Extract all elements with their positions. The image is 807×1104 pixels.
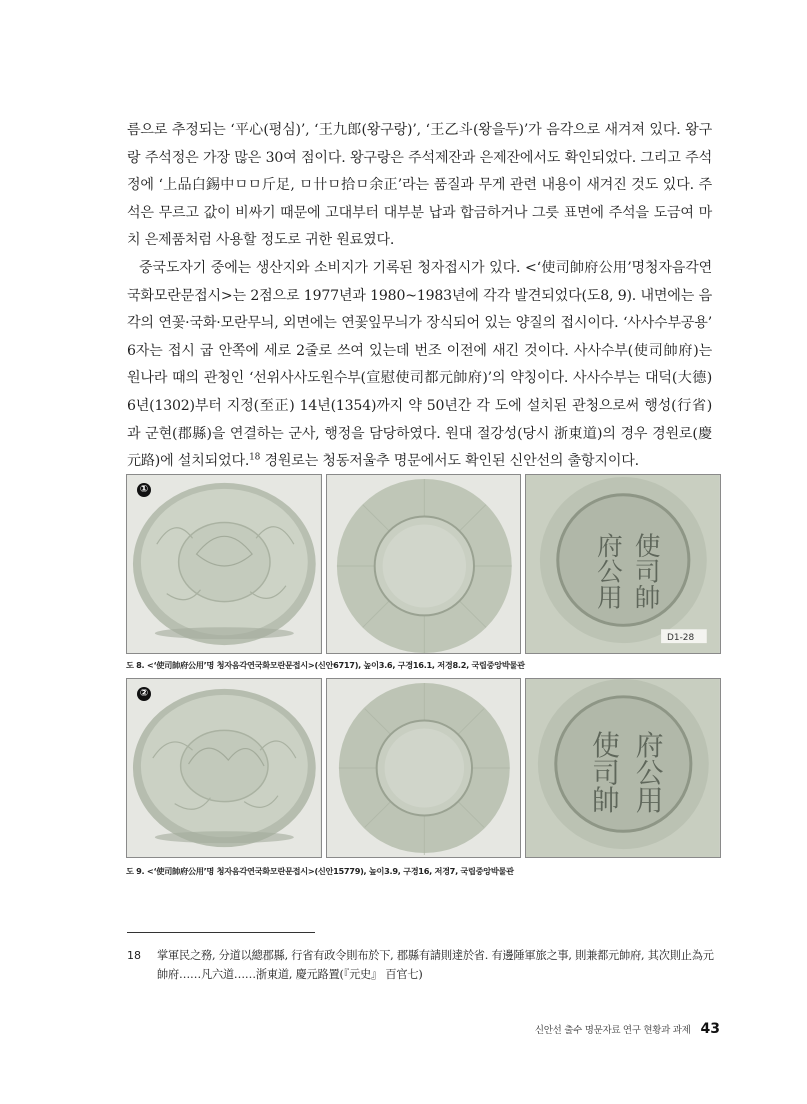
plate-interior-drawing xyxy=(127,679,321,857)
running-footer xyxy=(535,1018,720,1037)
plate-foot-drawing xyxy=(526,475,720,653)
figure-number-badge: ① xyxy=(137,483,151,497)
paragraph-text: 중국도자기 중에는 생산지와 소비지가 기록된 청자접시가 있다. <‘使司帥府公用’명청자음각연국화모란문접시>는 2점으로 1977년과 1980~1983년에 각각 발견되었다(도8, 9). 내면에는 음각의 연꽃·국화·모란무늬, 외면에는 연꽃잎무늬가 장식되어 있는 양질의 접시이다. ‘사사수부공용’ 6자는 접시 굽 안쪽에 세로 2줄로 쓰여 있는데 번조 이전에 새긴 것이다. 사사수부(使司帥府)는 원나라 때의 관청인 ‘선위사사도원수부(宣慰使司都元帥府)’의 약칭이다. 사사수부는 대덕(大德) 6년(1302)부터 지정(至正) 14년(1354)까지 약 50년간 각 도에 설치된 관청으로써 행성(行省)과 군현(郡縣)을 연결하는 군사, 행정을 담당하였다. 원대 절강성(당시 浙東道)의 경우 경원로(慶元路)에 설치되었다. xyxy=(127,259,712,470)
plate-foot-drawing xyxy=(526,679,720,857)
plate-exterior-drawing xyxy=(327,679,521,857)
inscription-right: 使司帥 xyxy=(630,532,661,610)
plate-interior-drawing xyxy=(127,475,321,653)
paragraph xyxy=(127,255,712,476)
figure-caption: 도 9. <‘使司帥府公用’명 청자음각연국화모란문접시>(신안15779), 높이3.9, 구경16, 저경7, 국립중앙박물관 xyxy=(126,866,514,876)
plate-interior-photo xyxy=(126,678,322,858)
inscription-right: 府公用 xyxy=(630,730,665,814)
plate-exterior-photo xyxy=(326,678,522,858)
running-title: 신안선 출수 명문자료 연구 현황과 과제 xyxy=(534,1025,691,1036)
footnote-number: 18 xyxy=(127,949,141,962)
paragraph-text-tail: 경원로는 청동저울추 명문에서도 확인된 신안선의 출항지이다. xyxy=(260,453,639,470)
body-text xyxy=(127,117,712,476)
paragraph: 름으로 추정되는 ‘平心(평심)’, ‘王九郎(왕구랑)’, ‘王乙斗(왕을두)’가 음각으로 새겨져 있다. 왕구랑 주석정은 가장 많은 30여 점이다. 왕구랑은 주석제잔과 은제잔에서도 확인되었다. 그리고 주석정에 ‘上品白錫中ㅁㅁ斤足, ㅁ卄ㅁ拾ㅁ余正’라는 품질과 무게 관련 내용이 새겨진 것도 있다. 주석은 무르고 값이 비싸기 때문에 고대부터 대부분 납과 합금하거나 그릇 표면에 주석을 도금여 마치 은제품처럼 사용할 정도로 귀한 원료였다. xyxy=(127,122,712,249)
figure-9-photos xyxy=(126,678,721,858)
footnote-divider xyxy=(127,932,315,933)
plate-exterior-photo xyxy=(326,474,522,654)
page-number: 43 xyxy=(700,1021,720,1037)
plate-exterior-drawing xyxy=(327,475,521,653)
figure-number-badge: ② xyxy=(137,687,151,701)
footnote-reference[interactable]: 18 xyxy=(249,452,261,463)
footnote xyxy=(127,946,722,984)
specimen-tag: D1-28 xyxy=(667,633,695,644)
figure-8-photos xyxy=(126,474,721,654)
figure-caption: 도 8. <‘使司帥府公用’명 청자음각연국화모란문접시>(신안6717), 높이3.6, 구경16.1, 저경8.2, 국립중앙박물관 xyxy=(126,660,525,670)
footnote-text: 掌軍民之務, 分道以總郡縣, 行省有政令則布於下, 郡縣有請則達於省. 有邊陲軍旅之事, 則兼都元帥府, 其次則止為元帥府……凡六道……浙東道, 慶元路置(『元史』 百官七) xyxy=(157,949,714,981)
inscription-left: 使司帥 xyxy=(587,730,621,814)
plate-interior-photo xyxy=(126,474,322,654)
plate-foot-inscription-photo xyxy=(525,474,721,654)
inscription-left: 府公用 xyxy=(592,532,623,610)
plate-foot-inscription-photo xyxy=(525,678,721,858)
